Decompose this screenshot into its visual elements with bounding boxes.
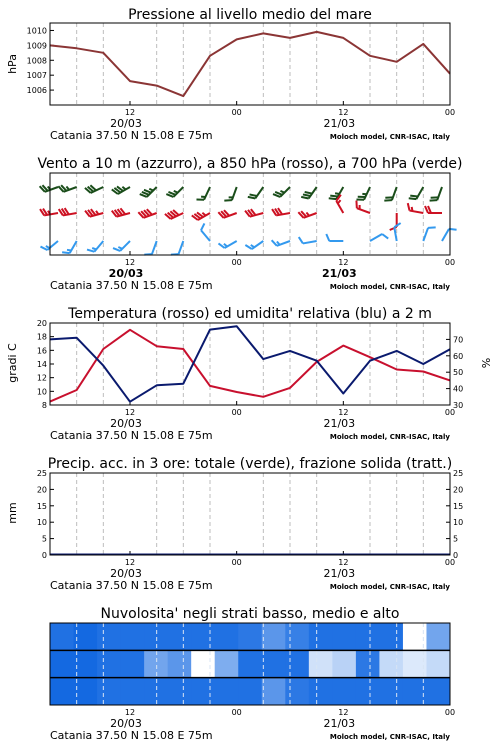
temperature-y-tick-label: 8 [41, 401, 47, 410]
pressure-frame [50, 23, 450, 105]
wind-barb [40, 206, 58, 216]
wind-barb-feather [245, 243, 251, 250]
wind-barb-feather [326, 234, 329, 241]
cloud-cell [191, 650, 215, 677]
wind-barb-feather [272, 239, 277, 247]
precip-y2-tick-label: 15 [453, 501, 464, 511]
cloud-cell [121, 623, 145, 650]
precip-y-tick-label: 15 [36, 501, 47, 511]
cloud-cell [168, 650, 192, 677]
wind-barb-half-feather [67, 249, 71, 252]
cloud-cell [50, 650, 74, 677]
wind-barb [423, 225, 435, 243]
wind-barb [62, 238, 77, 256]
pressure-location: Catania 37.50 N 15.08 E 75m [50, 129, 213, 142]
pressure-x-tick-label: 12 [338, 108, 349, 117]
wind-barb-feather [382, 233, 388, 241]
wind-barb-shaft [152, 241, 157, 254]
cloud-cell [356, 650, 380, 677]
cloud-cell [238, 678, 262, 705]
cloud-date-label: 21/03 [323, 717, 356, 730]
wind-barb [144, 239, 156, 257]
wind-barb [356, 184, 370, 202]
wind-barb [272, 234, 290, 246]
temperature-y-tick-label: 12 [36, 373, 47, 383]
temperature-x-tick-label: 00 [231, 408, 242, 417]
wind-barb [166, 182, 183, 199]
wind-barb-shaft [442, 229, 449, 241]
wind-barb [245, 206, 263, 217]
pressure-line [50, 32, 450, 96]
wind-barb [407, 203, 425, 213]
humidity-line [50, 326, 450, 401]
cloud-cell [121, 678, 145, 705]
wind-barb [138, 206, 156, 218]
pressure-date-label: 21/03 [323, 117, 356, 130]
wind-barb [58, 180, 76, 192]
wind-barb [59, 206, 77, 216]
precip-x-tick-label: 12 [338, 558, 349, 567]
wind-barb [87, 237, 103, 255]
wind-barb [299, 234, 317, 244]
cloud-cell [332, 623, 356, 650]
cloud-cell [191, 623, 215, 650]
wind-x-tick-label: 00 [231, 258, 242, 267]
wind-barb-shaft [370, 234, 382, 241]
wind-location: Catania 37.50 N 15.08 E 75m [50, 279, 213, 292]
temperature-date-label: 21/03 [323, 417, 356, 430]
precip-y-tick-label: 25 [36, 469, 47, 478]
precip-y-tick-label: 0 [41, 551, 47, 560]
wind-barb-feather [144, 252, 152, 257]
wind-barb [425, 206, 442, 213]
precip-y2-tick-label: 10 [453, 518, 464, 528]
cloud-cell [238, 623, 262, 650]
pressure-y-tick-label: 1009 [26, 41, 47, 51]
cloud-cell [262, 623, 286, 650]
cloud-cell [285, 650, 309, 677]
temperature-frame [50, 323, 450, 405]
wind-barb [85, 181, 103, 195]
cloud-cell [426, 678, 450, 705]
wind-barb [301, 183, 316, 201]
pressure-y-tick-label: 1008 [26, 56, 47, 66]
wind-barb [442, 226, 457, 244]
cloud-cell [121, 650, 145, 677]
wind-barb-shaft [303, 241, 317, 243]
cloud-cell [332, 678, 356, 705]
precip-y-tick-label: 10 [36, 518, 47, 528]
wind-barb [326, 234, 343, 241]
wind-barb [85, 206, 103, 217]
humidity-y2-tick-label: 30 [453, 401, 464, 410]
wind-barb-shaft [179, 241, 184, 254]
wind-barb [40, 236, 58, 252]
wind-barb [248, 183, 263, 201]
cloud-x-tick-label: 00 [444, 708, 456, 717]
temperature-location: Catania 37.50 N 15.08 E 75m [50, 429, 213, 442]
wind-barb-half-feather [280, 190, 284, 194]
precip-credit: Moloch model, CNR-ISAC, Italy [329, 583, 450, 591]
temperature-x-tick-label: 12 [124, 408, 136, 417]
wind-barb [298, 206, 316, 218]
cloud-cell [379, 623, 403, 650]
cloud-cell [309, 623, 333, 650]
cloud-cell [426, 650, 450, 677]
wind-barb-feather [171, 252, 179, 257]
cloud-cell [97, 678, 121, 705]
wind-barb-feather [299, 237, 303, 244]
cloud-cell [97, 623, 121, 650]
cloud-cell [97, 650, 121, 677]
wind-barb [224, 185, 236, 203]
precip-x-tick-label: 12 [124, 558, 136, 567]
precip-y2-tick-label: 25 [453, 469, 464, 478]
pressure-y-tick-label: 1006 [26, 86, 47, 96]
cloud-cell [309, 650, 333, 677]
humidity-y2-tick-label: 60 [453, 351, 464, 361]
cloud-cell [215, 678, 239, 705]
precip-y2-tick-label: 0 [453, 551, 459, 560]
temperature-credit: Moloch model, CNR-ISAC, Italy [329, 433, 450, 441]
precip-date-label: 21/03 [323, 567, 356, 580]
pressure-ylabel: hPa [6, 54, 19, 74]
cloud-cell [50, 623, 74, 650]
pressure-x-tick-label: 00 [444, 108, 456, 117]
wind-barb-feather [407, 203, 411, 210]
wind-barb-shaft [201, 230, 210, 241]
precip-location: Catania 37.50 N 15.08 E 75m [50, 579, 213, 592]
cloud-x-tick-label: 00 [231, 708, 242, 717]
cloud-cell [168, 623, 192, 650]
cloud-title: Nuvolosita' negli strati basso, medio e alto [100, 606, 400, 622]
wind-barb [40, 180, 58, 192]
precip-y2-tick-label: 5 [453, 534, 459, 544]
wind-barb [171, 239, 183, 257]
temperature-x-tick-label: 12 [338, 408, 349, 417]
wind-barb-half-feather [362, 193, 366, 196]
cloud-cell [356, 623, 380, 650]
wind-barb [273, 182, 290, 199]
wind-barb-half-feather [92, 247, 96, 251]
precip-frame [50, 473, 450, 555]
temperature-line [50, 330, 450, 402]
wind-barb [165, 207, 183, 221]
cloud-cell [262, 678, 286, 705]
cloud-cell [215, 623, 239, 650]
pressure-x-tick-label: 12 [124, 108, 136, 117]
wind-barb [113, 236, 130, 253]
wind-barb-half-feather [149, 188, 153, 192]
temperature-y-tick-label: 10 [36, 387, 47, 397]
cloud-cell [191, 678, 215, 705]
cloud-cell [379, 678, 403, 705]
wind-credit: Moloch model, CNR-ISAC, Italy [329, 283, 450, 291]
humidity-y2-tick-label: 40 [453, 384, 464, 394]
wind-barb-feather [218, 242, 224, 250]
temperature-y-tick-label: 16 [36, 346, 47, 356]
cloud-credit: Moloch model, CNR-ISAC, Italy [329, 733, 450, 741]
cloud-x-tick-label: 12 [124, 708, 136, 717]
cloud-cell [356, 678, 380, 705]
precip-title: Precip. acc. in 3 ore: totale (verde), frazione solida (tratt.) [47, 456, 453, 472]
wind-barb [112, 206, 130, 217]
cloud-cell [379, 650, 403, 677]
cloud-cell [285, 678, 309, 705]
precip-x-tick-label: 00 [231, 558, 242, 567]
cloud-cell [238, 650, 262, 677]
wind-barb [199, 223, 215, 241]
humidity-y2-tick-label: 70 [453, 335, 464, 345]
wind-barb-shaft [423, 228, 428, 241]
cloud-cell [262, 650, 286, 677]
precip-ylabel: mm [6, 502, 19, 524]
cloud-cell [144, 650, 168, 677]
wind-barb [245, 235, 263, 250]
cloud-cell [50, 678, 74, 705]
temperature-y-tick-label: 18 [36, 332, 47, 342]
wind-barb [409, 184, 424, 202]
pressure-title: Pressione al livello medio del mare [128, 7, 372, 23]
temperature-x-tick-label: 00 [444, 408, 456, 417]
cloud-cell [332, 650, 356, 677]
cloud-cell [168, 678, 192, 705]
temperature-ylabel: gradi C [6, 343, 19, 383]
pressure-x-tick-label: 00 [231, 108, 242, 117]
wind-barb-half-feather [118, 246, 122, 250]
wind-barb [384, 185, 396, 203]
wind-barb-feather [354, 201, 359, 209]
wind-x-tick-label: 12 [124, 258, 136, 267]
chart-layer [27, 23, 464, 742]
wind-barb [394, 223, 404, 241]
cloud-cell [144, 623, 168, 650]
precip-y2-tick-label: 20 [453, 485, 464, 495]
humidity-y2-tick-label: 50 [453, 368, 464, 378]
wind-barb [192, 207, 210, 222]
wind-barb-feather [199, 223, 206, 230]
precip-y-tick-label: 20 [36, 485, 47, 495]
wind-barb-half-feather [335, 192, 339, 195]
cloud-location: Catania 37.50 N 15.08 E 75m [50, 729, 213, 742]
pressure-y-tick-label: 1007 [26, 71, 47, 81]
wind-date-label: 20/03 [108, 267, 144, 280]
wind-barb-feather [428, 225, 436, 230]
temperature-title: Temperatura (rosso) ed umidita' relativa (blu) a 2 m [68, 306, 432, 322]
precip-x-tick-label: 00 [444, 558, 456, 567]
cloud-cell [285, 623, 309, 650]
wind-x-tick-label: 00 [444, 258, 456, 267]
temperature-y-tick-label: 20 [36, 319, 47, 328]
cloud-cell [215, 650, 239, 677]
temperature-y-tick-label: 14 [36, 360, 47, 369]
wind-barb-half-feather [174, 190, 178, 194]
wind-barb [430, 185, 442, 203]
wind-barb-half-feather [229, 196, 233, 199]
pressure-y-tick-label: 1010 [26, 26, 47, 36]
cloud-date-label: 20/03 [110, 717, 142, 730]
pressure-date-label: 20/03 [110, 117, 142, 130]
cloud-cell [144, 678, 168, 705]
wind-barb-half-feather [201, 195, 205, 198]
precip-date-label: 20/03 [110, 567, 142, 580]
pressure-credit: Moloch model, CNR-ISAC, Italy [329, 133, 450, 141]
wind-barb [196, 184, 210, 202]
wind-barb [218, 206, 236, 218]
wind-title: Vento a 10 m (azzurro), a 850 hPa (rosso), a 700 hPa (verde) [37, 156, 463, 172]
wind-barb-half-feather [358, 205, 361, 209]
wind-barb [140, 182, 157, 199]
wind-barb [272, 206, 290, 216]
humidity-ylabel: % [480, 357, 493, 369]
wind-barb [218, 235, 236, 250]
wind-barb [112, 181, 130, 196]
wind-barb-feather [224, 198, 232, 203]
wind-barb [329, 184, 344, 202]
cloud-x-tick-label: 12 [338, 708, 349, 717]
wind-date-label: 21/03 [322, 267, 357, 280]
cloud-cell [426, 623, 450, 650]
wind-x-tick-label: 12 [338, 258, 349, 267]
cloud-cell [309, 678, 333, 705]
temperature-date-label: 20/03 [110, 417, 142, 430]
precip-y-tick-label: 5 [41, 534, 47, 544]
wind-barb [370, 233, 388, 248]
